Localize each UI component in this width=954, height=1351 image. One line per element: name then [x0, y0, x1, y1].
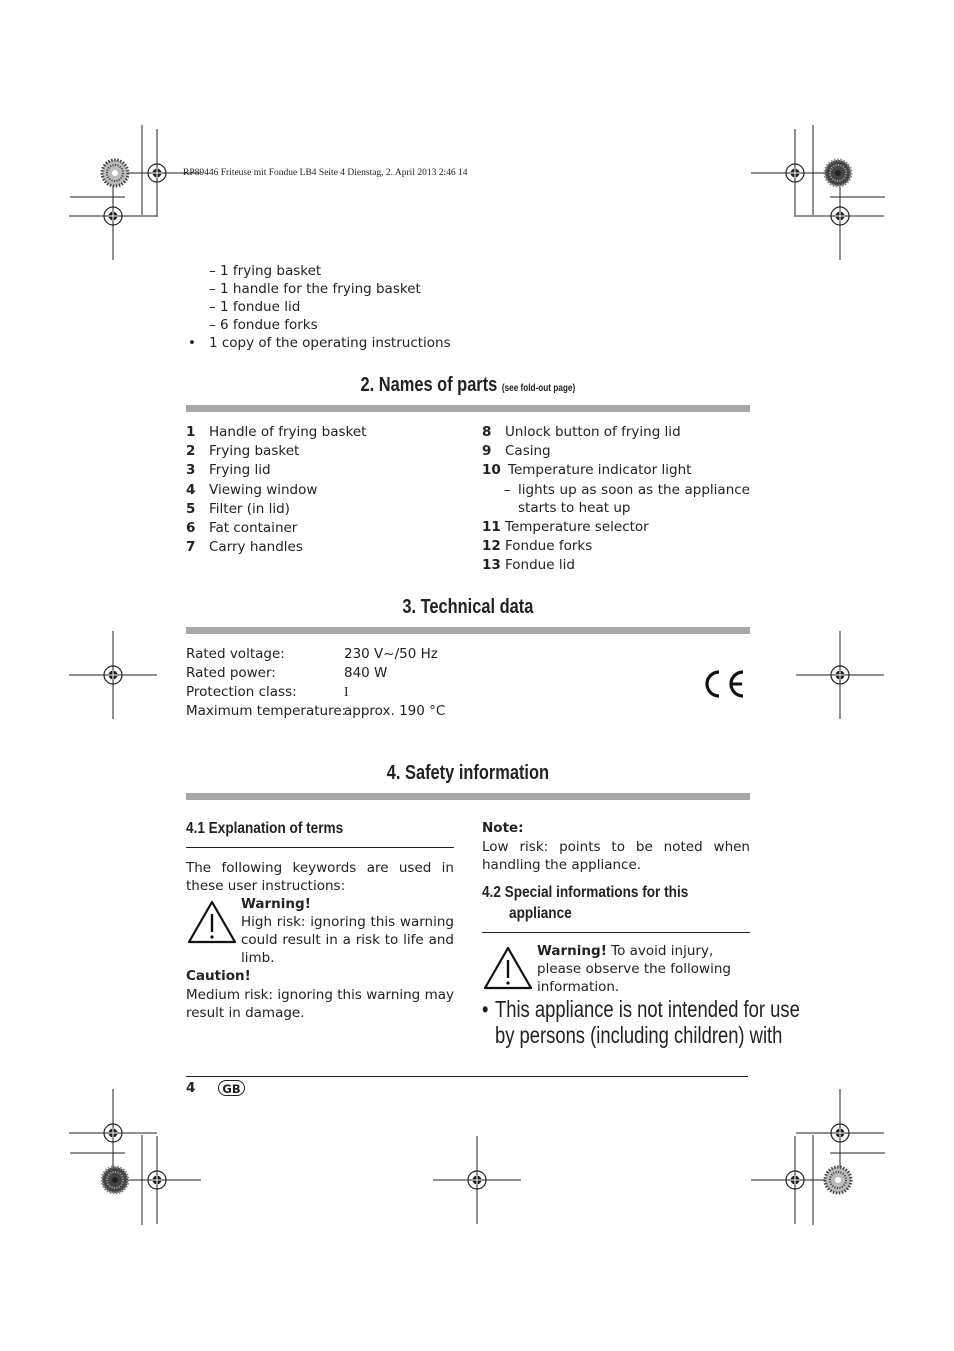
section-rule	[186, 405, 750, 412]
spec-value: 840 W	[344, 665, 388, 681]
caution-text: Medium risk: ignoring this warning may result in damage.	[186, 987, 454, 1021]
list-item: – 6 fondue forks	[209, 317, 318, 333]
subsection-heading-4-2: 4.2 Special informations for this	[482, 884, 689, 901]
subsection-rule	[186, 847, 454, 848]
heading-subtitle: (see fold-out page)	[501, 383, 576, 394]
subsection-rule	[482, 932, 750, 933]
part-number: 13	[482, 557, 501, 573]
spec-label: Maximum temperature:	[186, 703, 347, 719]
section-rule	[186, 627, 750, 634]
subsection-heading-4-1: 4.1 Explanation of terms	[186, 820, 344, 837]
spec-value: I	[344, 684, 349, 699]
warning-paragraph	[537, 942, 750, 996]
warning-triangle-icon	[187, 900, 237, 944]
note-label: Note:	[482, 820, 524, 836]
sub-dash: –	[504, 482, 511, 498]
part-label: Carry handles	[209, 539, 303, 555]
part-number: 6	[186, 520, 196, 536]
section-heading-safety	[186, 762, 750, 785]
bullet-marker: •	[188, 335, 196, 351]
section-heading-technical-data	[186, 596, 750, 619]
part-label: Unlock button of frying lid	[505, 424, 681, 440]
spec-label: Rated voltage:	[186, 646, 285, 662]
heading-title: 2. Names of parts	[360, 374, 498, 396]
part-number: 10	[482, 462, 501, 478]
part-label: Handle of frying basket	[209, 424, 367, 440]
warning-text: High risk: ignoring this warning could result in a risk to life and limb.	[241, 914, 454, 966]
part-label: Fondue forks	[505, 538, 593, 554]
caution-label: Caution!	[186, 968, 251, 984]
part-label: Temperature selector	[505, 519, 649, 535]
part-label: Frying basket	[209, 443, 300, 459]
part-number: 4	[186, 482, 196, 498]
warning-label: Warning!	[537, 943, 607, 959]
part-number: 3	[186, 462, 196, 478]
ce-mark-icon	[700, 668, 746, 700]
spec-value: approx. 190 °C	[344, 703, 446, 719]
heading-title: 3. Technical data	[402, 596, 534, 618]
part-number: 7	[186, 539, 196, 555]
country-badge: GB	[218, 1080, 245, 1096]
spec-label: Rated power:	[186, 665, 276, 681]
warning-triangle-icon	[483, 946, 533, 990]
footer-rule	[186, 1076, 748, 1077]
big-bullet-marker: •	[482, 996, 489, 1022]
contents-list	[209, 262, 421, 334]
part-label: Filter (in lid)	[209, 501, 290, 517]
part-label: Frying lid	[209, 462, 271, 478]
big-text-line: by persons (including children) with	[495, 1022, 783, 1048]
list-item: – 1 handle for the frying basket	[209, 281, 421, 297]
big-text-line: This appliance is not intended for use	[495, 996, 800, 1022]
part-label: Casing	[505, 443, 551, 459]
spec-label: Protection class:	[186, 684, 297, 700]
part-label: Temperature indicator light	[508, 462, 692, 478]
part-number: 5	[186, 501, 196, 517]
part-number: 8	[482, 424, 492, 440]
section-heading-names-of-parts	[186, 374, 750, 397]
spec-value: 230 V~/50 Hz	[344, 646, 438, 662]
list-item: – 1 frying basket	[209, 263, 322, 279]
subsection-heading-4-2-cont: appliance	[509, 905, 572, 922]
part-label: Fat container	[209, 520, 298, 536]
note-text: Low risk: points to be noted when handling the appliance.	[482, 839, 750, 873]
print-slug: RP89446 Friteuse mit Fondue LB4 Seite 4 Dienstag, 2. April 2013 2:46 14	[183, 168, 468, 178]
heading-title: 4. Safety information	[386, 762, 550, 784]
warning-text: To avoid injury, please observe the following information.	[537, 943, 731, 995]
part-number: 11	[482, 519, 501, 535]
list-item: – 1 fondue lid	[209, 299, 301, 315]
part-number: 9	[482, 443, 492, 459]
part-label: Fondue lid	[505, 557, 575, 573]
intro-paragraph: The following keywords are used in these user instructions:	[186, 860, 454, 894]
part-number: 12	[482, 538, 501, 554]
part-sub-note: lights up as soon as the appliance starts to heat up	[518, 482, 750, 516]
part-number: 1	[186, 424, 196, 440]
part-number: 2	[186, 443, 196, 459]
warning-label: Warning!	[241, 896, 311, 912]
part-label: Viewing window	[209, 482, 318, 498]
list-item: 1 copy of the operating instructions	[209, 335, 451, 351]
page-number: 4	[186, 1080, 196, 1096]
section-rule	[186, 793, 750, 800]
